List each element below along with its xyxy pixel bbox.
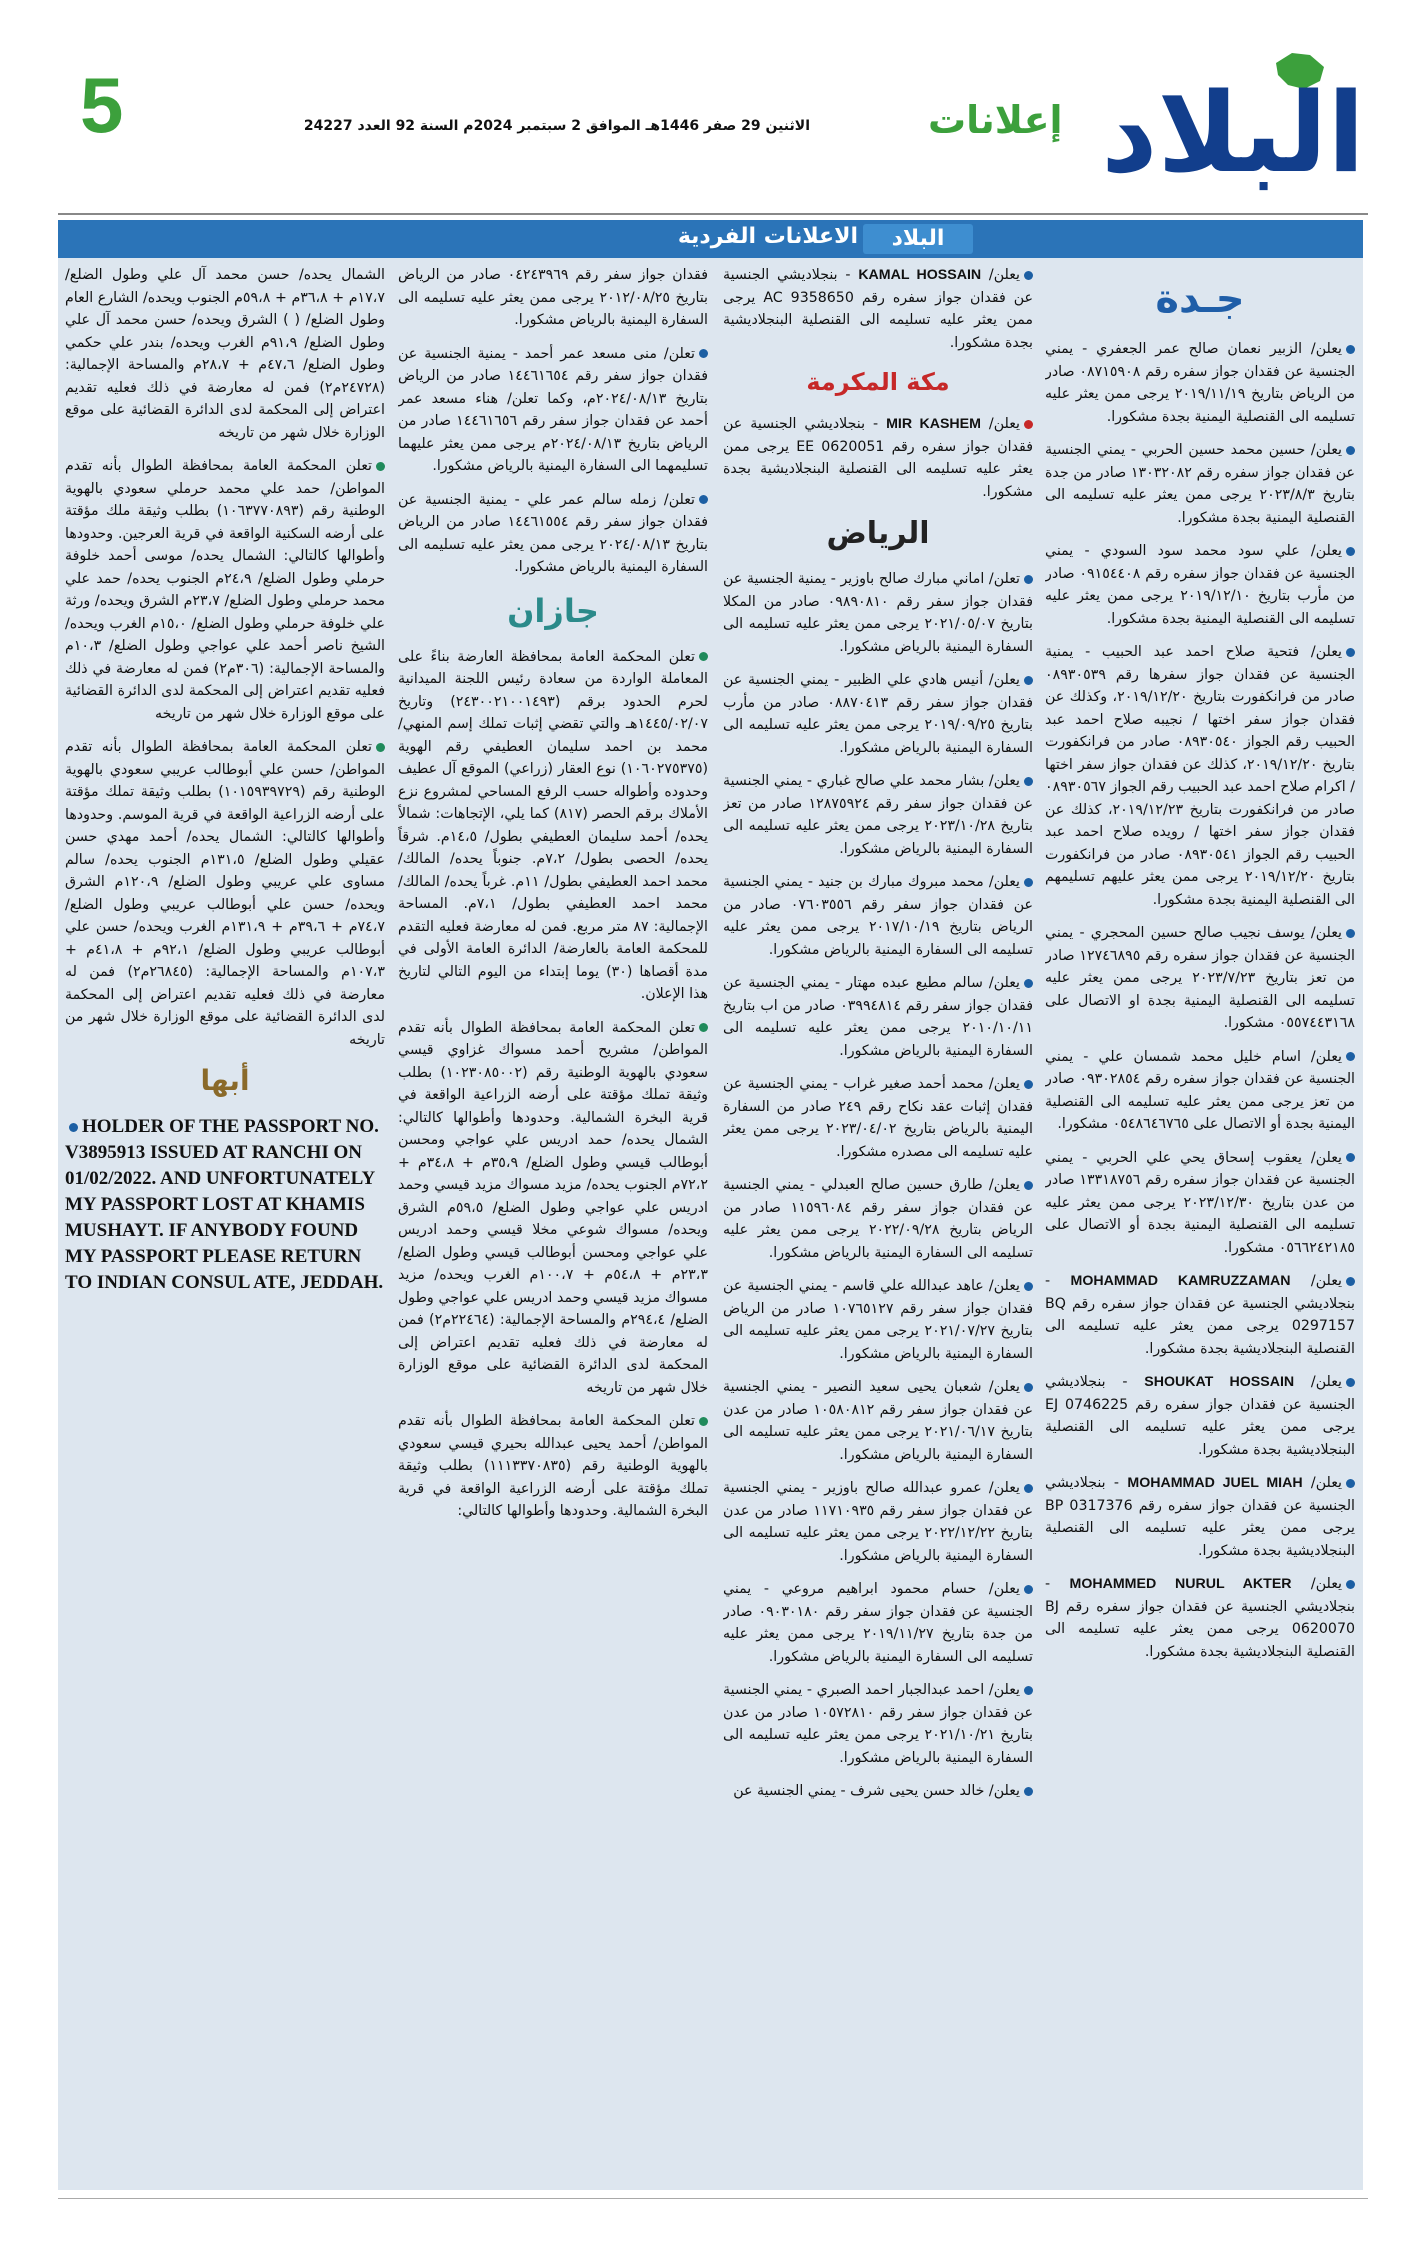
ad-text: يعلن/ بشار محمد علي صالح غباري - يمني الجنسية عن فقدان جواز سفر رقم ١٢٨٧٥٩٢٤ صادر من تعز بتاريخ ٢٠٢٣/١٠/٢٨ يرجى ممن يعثر عليه تسليمه الى السفارة اليمنية بالرياض مشكورا. [723,773,1033,857]
classified-ad [65,736,385,1051]
classified-ad [1045,1371,1355,1461]
ad-text: يعلن/ يعقوب إسحاق يحي علي الحربي - يمني الجنسية عن فقدان جواز سفره رقم ١٣٣١٨٧٥٦ صادر من عدن بتاريخ ٢٠٢٣/١٢/٣٠ يرجى ممن يعثر عليه تسليمه الى القنصلية اليمنية بجدة أو الاتصال على ٠٥٦٦٢٤٢١٨٥ مشكورا. [1045,1149,1355,1256]
ad-prefix: يعلن/ [1294,1374,1342,1390]
bullet-icon [376,743,385,752]
bullet-icon [1024,878,1033,887]
classified-ad [1045,922,1355,1035]
ad-text: تعلن/ منى مسعد عمر أحمد - يمنية الجنسية عن فقدان جواز سفر رقم ١٤٤٦١٦٥٤ صادر من الرياض بتاريخ ٢٠٢٤/٠٨/١٣م، وكما تعلن/ هناء مسعد عمر أحمد عن فقدان جواز سفر رقم ١٤٤٦١٦٥٦ صادر من الرياض بتاريخ ٢٠٢٤/٠٨/١٣م يرجى ممن يعثر عليهما تسليمهما الى السفارة اليمنية بالرياض مشكورا. [398,345,708,474]
classified-ad [398,1017,708,1400]
city-heading: مكة المكرمة [806,368,950,396]
ad-prefix: يعلن/ [1302,1475,1342,1491]
bullet-icon [1346,1277,1355,1286]
ad-text: يعلن/ يوسف نجيب صالح حسين المحجري - يمني الجنسية عن فقدان جواز سفره رقم ١٢٧٤٦٨٩٥ صادر من تعز بتاريخ ٢٠٢٣/٧/٢٣ يرجى ممن يعثر عليه تسليمه الى القنصلية اليمنية بجدة او الاتصال على ٠٥٥٧٤٤٣١٦٨ مشكورا. [1045,925,1355,1031]
ad-text: يعلن/ حسين محمد حسين الحربي - يمني الجنسية عن فقدان جواز سفره رقم ١٣٠٣٢٠٨٢ صادر من جدة بتاريخ ٢٠٢٣/٨/٣ يرجى ممن يعثر عليه تسليمه الى القنصلية اليمنية بجدة مشكورا. [1045,442,1355,526]
bullet-icon [1024,420,1033,429]
classified-ad [723,1376,1033,1466]
classified-ad [723,1679,1033,1769]
footer-rule [58,2198,1368,2199]
classified-ad [398,489,708,579]
bullet-icon [699,1417,708,1426]
advertiser-name: KAMAL HOSSAIN [858,267,982,283]
city-heading: الرياض [826,516,930,551]
bullet-icon [1024,1585,1033,1594]
advertiser-name: MOHAMMAD KAMRUZZAMAN [1070,1273,1291,1289]
city-heading: أبها [200,1064,250,1097]
ad-text: - بنجلاديشي الجنسية عن فقدان جواز سفره رقم EJ 0746225 يرجى ممن يعثر عليه تسليمه الى القنصلية البنجلاديشية بجدة مشكورا. [1045,1374,1355,1458]
bullet-icon [1024,1484,1033,1493]
column-2 [723,264,1033,2184]
ad-text: - بنجلاديشي الجنسية عن فقدان جواز سفره رقم BJ 0620070 يرجى ممن يعثر عليه تسليمه الى القنصلية البنجلاديشية بجدة مشكورا. [1045,1576,1355,1660]
classified-ad [1045,338,1355,428]
bullet-icon [699,652,708,661]
ad-text: - بنجلاديشي الجنسية عن فقدان جواز سفره رقم BQ 0297157 يرجى ممن يعثر عليه تسليمه الى القنصلية البنجلاديشية بجدة مشكورا. [1045,1273,1355,1357]
section-banner [58,220,1363,258]
classified-ad [1045,540,1355,630]
ad-text: تعلن المحكمة العامة بمحافظة العارضة بناءً على المعاملة الواردة من سعادة رئيس اللجنة الميدانية لحرم الحدود برقم (٢٤٣٠٠٢١٠٠١٤٩٣) وتاريخ ١٤٤٥/٠٢/٠٧هـ والتي تقضي إثبات تملك إسم المنهي/ محمد بن احمد سليمان العطيفي رقم الهوية (١٠٦٠٢٧٥٣٧٥) نوع العقار (زراعي) الموقع آل عطيف وحدوده وأطواله حسب الرفع المساحي لمشروع نزع الأملاك برقم الحصر (٨١٧) كما يلي، الإتجاهات: شمالاً يحده/ أحمد سليمان العطيفي بطول/ ١٤،٥م. شرقاً يحده/ الحصى بطول/ ٧،٢م. جنوباً يحده/ المالك/ محمد احمد العطيفي بطول/ ١١م. غرباً يحده/ المالك/ محمد احمد العطيفي بطول/ ٧،١م. المساحة الإجمالية: ٨٧ متر مربع. فمن له معارضة فعليه التقدم للمحكمة العامة بالعارضة/ الدائرة العامة الأولى في مدة أقصاها (٣٠) يوما إبتداء من اليوم التالي لتاريخ هذا الإعلان. [398,648,708,1002]
ad-text: - بنجلاديشي الجنسية عن فقدان جواز سفره رقم AC 9358650 يرجى ممن يعثر عليه تسليمه الى القنصلية البنجلاديشية بجدة مشكورا. [723,267,1033,351]
bullet-icon [1024,1787,1033,1796]
ad-text: يعلن/ سالم مطيع عبده مهتار - يمني الجنسية عن فقدان جواز سفر رقم ٠٣٩٩٤٨١٤ صادر من اب بتاريخ ٢٠١٠/١٠/١١ يرجى ممن يعثر عليه تسليمه الى السفارة اليمنية بالرياض مشكورا. [723,975,1033,1059]
classified-ad [723,1578,1033,1668]
ad-text: يعلن/ شعبان يحيى سعيد النصير - يمني الجنسية عن فقدان جواز سفر رقم ١٠٥٨٠٨١٢ صادر من عدن بتاريخ ٢٠٢١/٠٦/١٧ يرجى ممن يعثر عليه تسليمه الى السفارة اليمنية بالرياض مشكورا. [723,1379,1033,1463]
bullet-icon [1346,1580,1355,1589]
bullet-icon [1024,271,1033,280]
ad-text: - بنجلاديشي الجنسية عن فقدان جواز سفره رقم EE 0620051 يرجى ممن يعثر عليه تسليمه الى القنصلية البنجلاديشية بجدة مشكورا. [723,416,1033,500]
english-notice-text: HOLDER OF THE PASSPORT NO. V3895913 ISSUED AT RANCHI ON 01/02/2022. AND UNFORTUNATELY MY PASSPORT LOST AT KHAMIS MUSHAYT. IF ANYBODY FOUND MY PASSPORT PLEASE RETURN TO INDIAN CONSUL ATE, JEDDAH. [65,1116,384,1293]
classified-ad [1045,1147,1355,1260]
ad-prefix: يعلن/ [980,416,1020,432]
bullet-icon [1024,575,1033,584]
ad-text: تعلن المحكمة العامة بمحافظة الطوال بأنه تقدم المواطن/ حمد علي محمد حرملي سعودي بالهوية الوطنية رقم (١٠٦٣٧٧٠٨٩٣) بطلب وثيقة ملك مؤقتة على أرضه السكنية الواقعة في قرية العرجين. وحدودها وأطوالها كالتالي: الشمال يحده/ موسى أحمد خلوفة حرملي وطول الضلع/ ٢٤،٩م الجنوب يحده/ حمد علي محمد حرملي وطول الضلع/ ٢٣،٧م الشرق ويحده/ ورثة علي خلوفة حرملي وطول الضلع/ ١٥،٠م الغرب ويحده/ الشيخ ناصر أحمد علي عواجي وطول الضلع/ ١٠،٣م والمساحة الإجمالية: (٣٠٦م٢) فمن له معارضة في ذلك فعليه تقديم اعتراض إلى المحكمة لدى الدائرة القضائية على موقع الوزارة خلال شهر من تاريخه [65,458,385,722]
banner-logo: البلاد [863,224,973,254]
city-heading: جازان [507,591,599,630]
bullet-icon [1346,446,1355,455]
ad-text: فقدان جواز سفر رقم ٠٤٢٤٣٩٦٩ صادر من الرياض بتاريخ ٢٠١٢/٠٨/٢٥ يرجى ممن يعثر عليه تسليمه الى السفارة اليمنية بالرياض مشكورا. [398,267,708,328]
classified-ad [1045,1573,1355,1663]
bullet-icon [699,495,708,504]
classified-ad [1045,1046,1355,1136]
ad-prefix: يعلن/ [1291,1576,1342,1592]
newspaper-logo [1101,55,1365,205]
bullet-icon [1346,1153,1355,1162]
classified-ad [723,264,1033,354]
column-3 [398,264,708,2184]
ad-text: تعلن المحكمة العامة بمحافظة الطوال بأنه تقدم المواطن/ حسن علي أبوطالب عريبي سعودي بالهوية الوطنية رقم (١٠١٥٩٣٩٧٢٩) بطلب وثيقة تملك مؤقتة على أرضه الزراعية الواقعة في قرية الموسم. وحدودها وأطوالها كالتالي: الشمال يحده/ أحمد مهدي حسن عقيلي وطول الضلع/ ١٣١،٥م الجنوب يحده/ سالم مساوى علي عريبي وطول الضلع/ ١٢٠،٩م الشرق ويحده/ حسن علي أبوطالب عريبي وطول الضلع/ ٧٤،٧م + ٣٩،٦م + ١٣١،٩م الغرب ويحده/ حسن علي أبوطالب عريبي وطول الضلع/ ٩٢،١م + ٤١،٨م + ١٠٧،٣م والمساحة الإجمالية: (٢٦٨٤٥م٢) فمن له معارضة في ذلك فعليه تقديم اعتراض إلى المحكمة لدى الدائرة القضائية على موقع الوزارة خلال شهر من تاريخه [65,739,385,1048]
section-label: إعلانات [928,98,1063,142]
classifieds-panel [58,220,1363,2190]
advertiser-name: MIR KASHEM [886,416,981,432]
bullet-icon [1024,676,1033,685]
classified-ad [398,1410,708,1523]
page-number: 5 [80,61,124,149]
bullet-icon [1024,1181,1033,1190]
bullet-icon [1346,648,1355,657]
classified-ad [398,646,708,1006]
dateline: الاثنين 29 صفر 1446هـ الموافق 2 سبتمبر 2024م السنة 92 العدد 24227 [303,118,810,134]
bullet-icon [1024,1383,1033,1392]
banner-title: الاعلانات الفردية [677,224,858,249]
logo-wordmark: البلاد [1101,69,1365,197]
classified-ad [723,568,1033,658]
classified-ad [723,770,1033,860]
ad-text: تعلن/ زمله سالم عمر علي - يمنية الجنسية عن فقدان جواز سفر رقم ١٤٤٦١٥٥٤ صادر من الرياض بتاريخ ٢٠٢٤/٠٨/١٣ يرجى ممن يعثر عليه تسليمه الى السفارة اليمنية بالرياض مشكورا. [398,491,708,575]
ad-text: تعلن المحكمة العامة بمحافظة الطوال بأنه تقدم المواطن/ أحمد يحيى عبدالله بحيري قيسي سعودي بالهوية الوطنية رقم (١١١٣٣٧٠٨٣٥) بطلب وثيقة تملك مؤقتة على أرضه الزراعية الواقعة في قرية البخرة الشمالية. وحدودها وأطوالها كالتالي: [398,1413,708,1519]
classified-ad [398,343,708,478]
ad-text: يعلن/ اسام خليل محمد شمسان علي - يمني الجنسية عن فقدان جواز سفره رقم ٠٩٣٠٢٨٥٤ صادر من تعز يرجى ممن يعثر عليه تسليمه الى القنصلية اليمنية بجدة أو الاتصال على ٠٥٤٨٦٤٦٧٦٥ مشكورا. [1045,1048,1355,1132]
classified-ad [1045,641,1355,911]
classified-ad [723,669,1033,759]
classified-ad [723,1174,1033,1264]
ad-prefix: يعلن/ [1290,1273,1342,1289]
ad-text: يعلن/ الزبير نعمان صالح عمر الجعفري - يمني الجنسية عن فقدان جواز سفره رقم ٠٨٧١٥٩٠٨ صادر من الرياض بتاريخ ٢٠١٩/١١/١٩ يرجى ممن يعثر عليه تسليمه الى القنصلية اليمنية بجدة مشكورا. [1045,341,1355,425]
ad-text: يعلن/ احمد عبدالجبار احمد الصبري - يمني الجنسية عن فقدان جواز سفر رقم ١٠٥٧٢٨١٠ صادر من عدن بتاريخ ٢٠٢١/١٠/٢١ يرجى ممن يعثر عليه تسليمه الى السفارة اليمنية بالرياض مشكورا. [723,1682,1033,1766]
bullet-icon [1346,1052,1355,1061]
advertiser-name: MOHAMMED NURUL AKTER [1069,1576,1292,1592]
bullet-icon [1346,1378,1355,1387]
classified-ad [723,1477,1033,1567]
classified-ad [723,413,1033,503]
ad-text: يعلن/ خالد حسن يحيى شرف - يمني الجنسية عن [733,1783,1020,1799]
ad-text: يعلن/ محمد مبروك مبارك بن جنيد - يمني الجنسية عن فقدان جواز سفر رقم ٠٧٦٠٣٥٥٦ صادر من الرياض بتاريخ ٢٠١٧/١٠/١٩ يرجى ممن يعثر عليه تسليمه الى السفارة اليمنية بالرياض مشكورا. [723,874,1033,958]
classified-ad [1045,439,1355,529]
ad-text: يعلن/ أنيس هادي علي الظبير - يمني الجنسية عن فقدان جواز سفر رقم ٠٨٨٧٠٤١٣ صادر من مأرب بتاريخ ٢٠١٩/٠٩/٢٥ يرجى ممن يعثر عليه تسليمه الى السفارة اليمنية بالرياض مشكورا. [723,672,1033,756]
english-notice [65,1114,385,1296]
ad-text: الشمال يحده/ حسن محمد آل علي وطول الضلع/ ١٧،٧م + ٣٦،٨م + ٥٩،٨م الجنوب ويحده/ الشارع العام وطول الضلع/ ( ) الشرق ويحده/ حسن محمد آل علي وطول الضلع/ ٩١،٩م الغرب ويحده/ بندر علي حكمي وطول الضلع/ ٤٧،٦م + ٢٨،٧م والمساحة الإجمالية: (٢٤٧٢٨م٢) فمن له معارضة في ذلك فعليه تقديم اعتراض إلى المحكمة لدى الدائرة القضائية على موقع الوزارة خلال شهر من تاريخه [65,267,385,441]
classified-ad [398,264,708,332]
bullet-icon [376,462,385,471]
ad-text: يعلن/ عمرو عبدالله صالح باوزير - يمني الجنسية عن فقدان جواز سفر رقم ١١٧١٠٩٣٥ صادر من عدن بتاريخ ٢٠٢٢/١٢/٢٢ يرجى ممن يعثر عليه تسليمه الى السفارة اليمنية بالرياض مشكورا. [723,1480,1033,1564]
bullet-icon [1024,777,1033,786]
classified-ad [723,1073,1033,1163]
bullet-icon [1346,547,1355,556]
bullet-icon [69,1123,78,1132]
bullet-icon [699,1023,708,1032]
advertiser-name: MOHAMMAD JUEL MIAH [1127,1475,1303,1491]
ad-text: يعلن/ محمد أحمد صغير غراب - يمني الجنسية عن فقدان إثبات عقد نكاح رقم ٢٤٩ صادر من السفارة اليمنية بالرياض بتاريخ ٢٠٢٣/٠٤/٠٢ يرجى ممن يعثر عليه تسليمه الى مصدره مشكورا. [723,1076,1033,1160]
ad-text: تعلن/ اماني مبارك صالح باوزير - يمنية الجنسية عن فقدان جواز سفر رقم ٠٩٨٩٠٨١٠ صادر من المكلا بتاريخ ٢٠٢١/٠٥/٠٧ يرجى ممن يعثر عليه تسليمه الى السفارة اليمنية بالرياض مشكورا. [723,571,1033,655]
bullet-icon [1024,1686,1033,1695]
classified-ad [1045,1270,1355,1360]
masthead [0,0,1420,215]
ad-text: يعلن/ حسام محمود ابراهيم مروعي - يمني الجنسية عن فقدان جواز سفر رقم ٠٩٠٣٠١٨٠ صادر من جدة بتاريخ ٢٠١٩/١١/٢٧ يرجى ممن يعثر عليه تسليمه الى السفارة اليمنية بالرياض مشكورا. [723,1581,1033,1665]
ad-text: يعلن/ علي سود محمد سود السودي - يمني الجنسية عن فقدان جواز سفره رقم ٠٩١٥٤٤٠٨ صادر من مأرب بتاريخ ٢٠١٩/١٢/١٠ يرجى ممن يعثر عليه تسليمه الى القنصلية اليمنية بجدة مشكورا. [1045,543,1355,627]
ad-text: يعلن/ فتحية صلاح احمد عبد الحبيب - يمنية الجنسية عن فقدان جواز سفرها رقم ٠٨٩٣٠٥٣٩ صادر من فرانكفورت بتاريخ ٢٠١٩/١٢/٢٠، وكذلك عن فقدان جواز سفر اختها / نجيبه صلاح احمد عبد الحبيب رقم الجواز ٠٨٩٣٠٥٤٠ صادر من فرانكفورت بتاريخ ٢٠١٩/١٢/٢٠، كذلك عن فقدان جواز سفر اختها / اكرام صلاح احمد عبد الحبيب رقم الجواز ٠٨٩٣٠٥٦٧ صادر من فرانكفورت بتاريخ ٢٠١٩/١٢/٢٣، كذلك عن فقدان جواز سفر اختها / رويده صلاح احمد عبد الحبيب رقم الجواز ٠٨٩٣٠٥٤١ صادر من فرانكفورت بتاريخ ٢٠١٩/١٢/٢٠ يرجى ممن يعثر عليهم تسليمهم الى القنصلية اليمنية بجدة مشكورا. [1045,644,1355,908]
ad-text: يعلن/ طارق حسين صالح العبدلي - يمني الجنسية عن فقدان جواز سفر رقم ١١٥٩٦٠٨٤ صادر من الرياض بتاريخ ٢٠٢٢/٠٩/٢٨ يرجى ممن يعثر عليه تسليمه الى السفارة اليمنية بالرياض مشكورا. [723,1177,1033,1261]
ad-text: - بنجلاديشي الجنسية عن فقدان جواز سفره رقم BP 0317376 يرجى ممن يعثر عليه تسليمه الى القنصلية البنجلاديشية بجدة مشكورا. [1045,1475,1355,1559]
ad-text: تعلن المحكمة العامة بمحافظة الطوال بأنه تقدم المواطن/ مشريح أحمد مسواك غزاوي قيسي سعودي بالهوية الوطنية رقم (١٠٢٣٠٨٥٠٠٢) بطلب وثيقة تملك مؤقتة على أرضه الزراعية الواقعة في قرية البخرة الشمالية. وحدودها وأطوالها كالتالي: الشمال يحده/ حمد ادريس علي عواجي ومحسن أبوطالب قيسي وطول الضلع/ ٣٥،٩م + ٣٤،٨م + ٧٢،٢م الجنوب يحده/ مزيد مسواك مزيد قيسي وحمد ادريس علي عواجي وطول الضلع/ ٥٩،٥م الشرق ويحده/ مسواك شوعي مخلا قيسي وحمد ادريس علي عواجي ومحسن أبوطالب قيسي وطول الضلع/ ٢٣،٣م + ٥٤،٨م + ١٠٠،٧م الغرب ويحده/ مزيد مسواك مزيد قيسي وحمد ادريس علي عواجي وطول الضلع/ ٢٩٤،٤م والمساحة الإجمالية: (٢٢٤٦٤م٢) فمن له معارضة في ذلك فعليه تقديم اعتراض إلى المحكمة لدى الدائرة القضائية على موقع الوزارة خلال شهر من تاريخه [398,1019,708,1396]
bullet-icon [1024,1282,1033,1291]
classified-ad [723,871,1033,961]
city-heading: جـدة [1155,276,1245,322]
masthead-rule [58,213,1368,215]
classified-ad [723,1275,1033,1365]
ad-text: يعلن/ عاهد عبدالله علي قاسم - يمني الجنسية عن فقدان جواز سفر رقم ١٠٧٦٥١٢٧ صادر من الرياض بتاريخ ٢٠٢١/٠٧/٢٧ يرجى ممن يعثر عليه تسليمه الى السفارة اليمنية بالرياض مشكورا. [723,1278,1033,1362]
advertiser-name: SHOUKAT HOSSAIN [1144,1374,1295,1390]
classified-ad [65,264,385,444]
column-1 [1045,264,1355,2184]
column-4 [65,264,385,2184]
bullet-icon [1346,929,1355,938]
classified-ad [65,455,385,725]
bullet-icon [699,349,708,358]
bullet-icon [1024,1080,1033,1089]
bullet-icon [1346,1479,1355,1488]
bullet-icon [1346,345,1355,354]
classified-ad [723,972,1033,1062]
classified-ad [1045,1472,1355,1562]
bullet-icon [1024,979,1033,988]
ad-prefix: يعلن/ [981,267,1020,283]
classified-ad [723,1780,1033,1803]
